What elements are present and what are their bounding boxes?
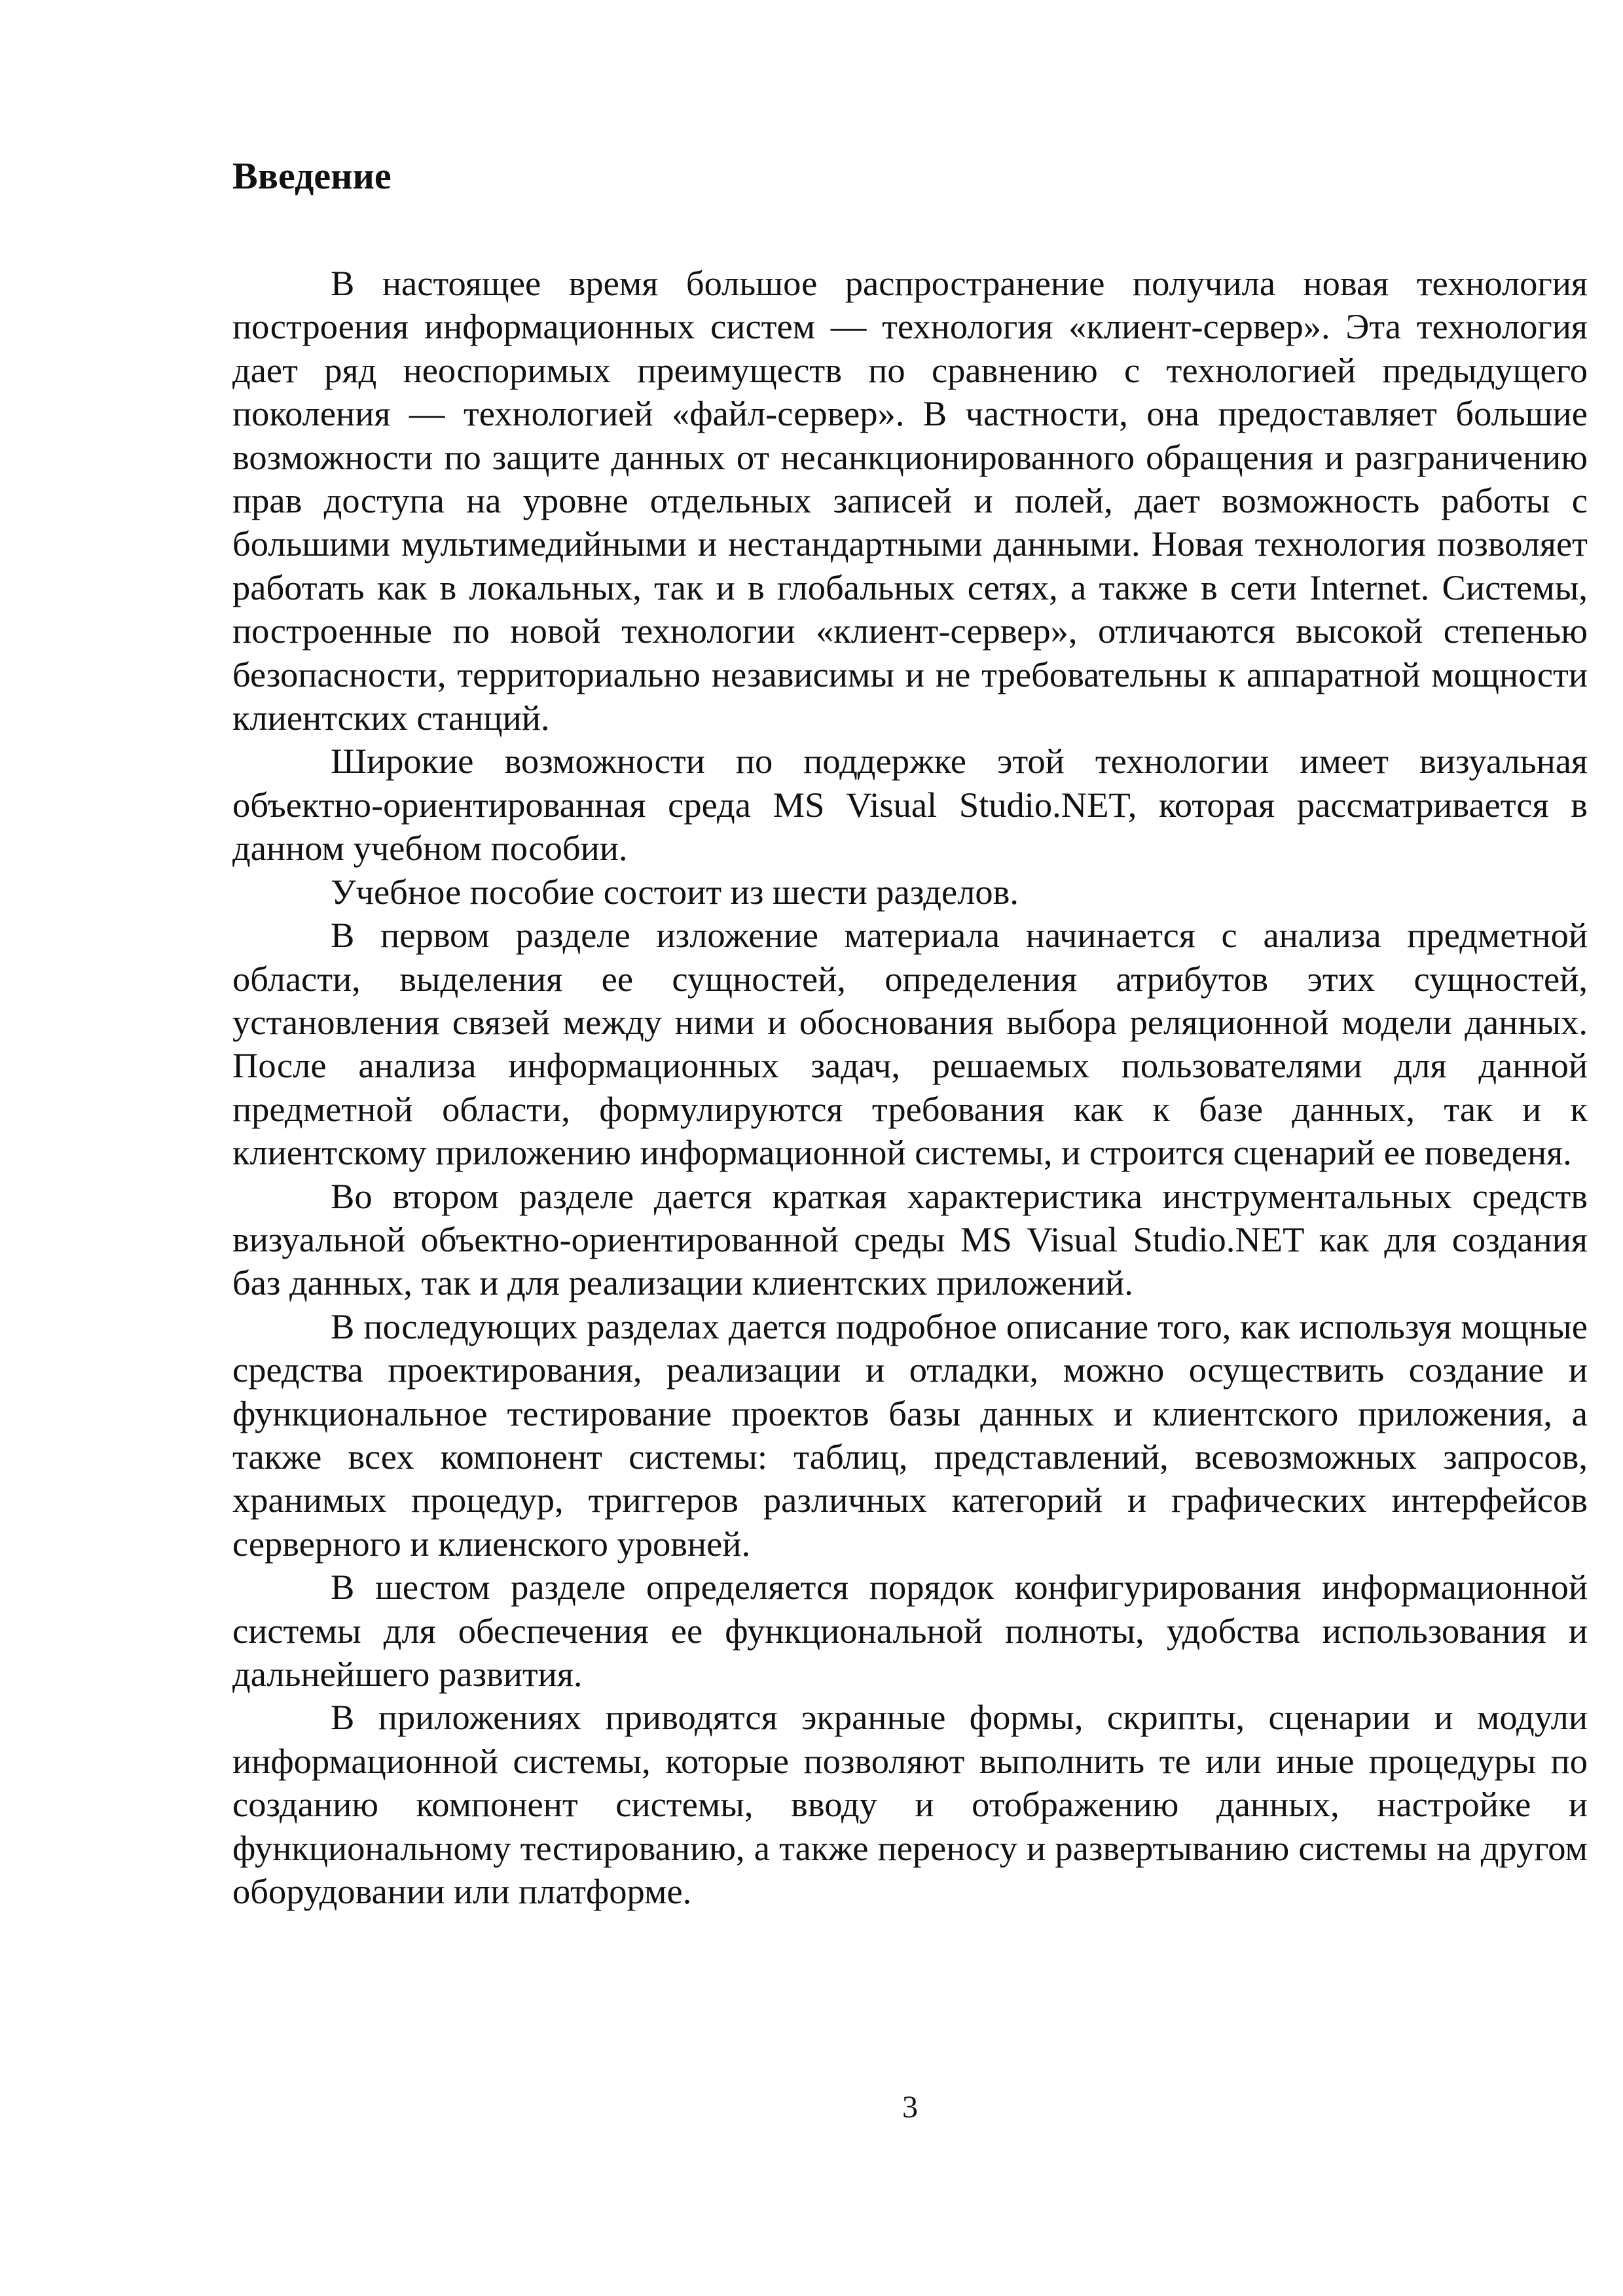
page-number: 3 — [902, 2090, 918, 2125]
page-title: Введение — [232, 154, 392, 197]
paragraph-appendices: В приложениях приводятся экранные формы, скрипты, сценарии и модули информационной системы, которые позволяют выполнить те или иные процедуры по созданию компонент системы, вводу и отображению данных, настройке и функциональному тестированию, а также переносу и развертыванию системы на другом оборудовании или платформе. — [232, 1697, 1588, 1912]
body-text — [232, 262, 1588, 1913]
paragraph-intro: В настоящее время большое распространение получила новая технология построения информационных систем — технология «клиент-сервер». Эта технология дает ряд неоспоримых преимуществ по сравнению с технологией предыдущего поколения — технологией «файл-сервер». В частности, она предоставляет большие возможности по защите данных от несанкционированного обращения и разграничению прав доступа на уровне отдельных записей и полей, дает возможность работы с большими мультимедийными и нестандартными данными. Новая технология позволяет работать как в локальных, так и в глобальных сетях, а также в сети Internet. Системы, построенные по новой технологии «клиент-сервер», отличаются высокой степенью безопасности, территориально независимы и не требовательны к аппаратной мощности клиентских станций. — [232, 263, 1588, 738]
paragraph-visual-studio: Широкие возможности по поддержке этой технологии имеет визуальная объектно-ориентированная среда MS Visual Studio.NET, которая рассматривается в данном учебном пособии. — [232, 741, 1588, 869]
paragraph-section-two: Во втором разделе дается краткая характеристика инструментальных средств визуальной объектно-ориентированной среды MS Visual Studio.NET как для создания баз данных, так и для реализации клиентских приложений. — [232, 1175, 1588, 1303]
paragraph-section-six: В шестом разделе определяется порядок конфигурирования информационной системы для обеспечения ее функциональной полноты, удобства использования и дальнейшего развития. — [232, 1567, 1588, 1694]
paragraph-structure: Учебное пособие состоит из шести разделов. — [331, 871, 1019, 912]
paragraph-section-one: В первом разделе изложение материала начинается с анализа предметной области, выделения ее сущностей, определения атрибутов этих сущностей, установления связей между ними и обоснования выбора реляционной модели данных. После анализа информационных задач, решаемых пользователями для данной предметной области, формулируются требования как к базе данных, так и к клиентскому приложению информационной системы, и строится сценарий ее поведеня. — [232, 915, 1588, 1173]
paragraph-following-sections: В последующих разделах дается подробное описание того, как используя мощные средства проектирования, реализации и отладки, можно осуществить создание и функциональное тестирование проектов базы данных и клиентского приложения, а также всех компонент системы: таблиц, представлений, всевозможных запросов, хранимых процедур, триггеров различных категорий и графических интерфейсов серверного и клиенского уровней. — [232, 1306, 1588, 1564]
